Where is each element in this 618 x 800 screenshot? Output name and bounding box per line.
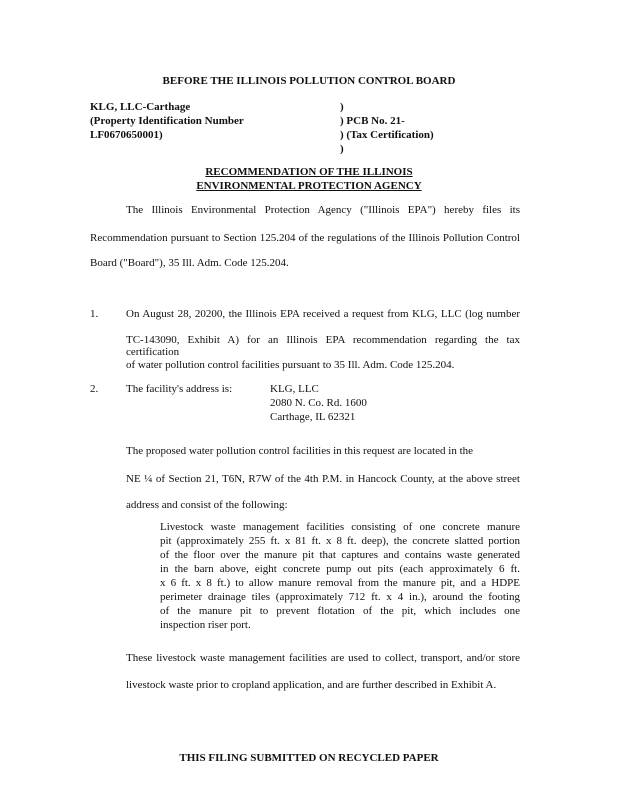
quote-line: pit (approximately 255 ft. x 81 ft. x 8 ft. deep), the concrete slatted portion	[160, 535, 520, 547]
intro-line: Board ("Board"), 35 Ill. Adm. Code 125.204.	[90, 257, 289, 269]
address-line: 2080 N. Co. Rd. 1600	[270, 397, 367, 409]
quote-line: in the barn above, eight concrete pump out pits (each approximately 6 ft.	[160, 563, 520, 575]
closing-line: livestock waste prior to cropland application, and are further described in Exhibit A.	[126, 679, 497, 691]
property-id-label: (Property Identification Number	[90, 115, 244, 127]
address-line: Carthage, IL 62321	[270, 411, 356, 423]
quote-line: Livestock waste management facilities consisting of one concrete manure	[160, 521, 520, 533]
intro-line: Recommendation pursuant to Section 125.204 of the regulations of the Illinois Pollution Control	[90, 232, 520, 244]
document-title-line2: ENVIRONMENTAL PROTECTION AGENCY	[196, 180, 422, 192]
caption-paren: )	[340, 101, 344, 113]
item1-line: TC-143090, Exhibit A) for an Illinois EPA recommendation regarding the tax certification	[126, 334, 520, 358]
location-line: address and consist of the following:	[126, 499, 288, 511]
address-line: KLG, LLC	[270, 383, 319, 395]
quote-line: perimeter drainage tiles (approximately 712 ft. x 4 in.), around the footing	[160, 591, 520, 603]
case-number: ) PCB No. 21-	[340, 115, 405, 127]
location-line: The proposed water pollution control facilities in this request are located in the	[126, 445, 474, 457]
property-id-number: LF0670650001)	[90, 129, 163, 141]
recycled-paper-notice: THIS FILING SUBMITTED ON RECYCLED PAPER	[179, 752, 439, 764]
quote-line: x 6 ft. x 8 ft.) to allow manure removal from the manure pit, and a HDPE	[160, 577, 520, 589]
address-label: The facility's address is:	[126, 383, 233, 395]
location-line: NE ¼ of Section 21, T6N, R7W of the 4th P.M. in Hancock County, at the above street	[126, 473, 520, 485]
item-number: 1.	[90, 308, 99, 320]
document-title-line1: RECOMMENDATION OF THE ILLINOIS	[205, 166, 413, 178]
quote-line: of the manure pit to prevent flotation of the pit, which includes one	[160, 605, 520, 617]
item1-line: of water pollution control facilities pursuant to 35 Ill. Adm. Code 125.204.	[126, 359, 455, 371]
quote-line: of the floor over the manure pit that captures and contains waste generated	[160, 549, 520, 561]
item1-line: On August 28, 20200, the Illinois EPA received a request from KLG, LLC (log number	[126, 308, 520, 320]
party-name: KLG, LLC-Carthage	[90, 101, 191, 113]
intro-line: The Illinois Environmental Protection Agency ("Illinois EPA") hereby files its	[126, 204, 520, 216]
board-title: BEFORE THE ILLINOIS POLLUTION CONTROL BOARD	[162, 75, 456, 87]
quote-line: inspection riser port.	[160, 619, 251, 631]
item-number: 2.	[90, 383, 99, 395]
closing-line: These livestock waste management facilities are used to collect, transport, and/or store	[126, 652, 520, 664]
tax-certification: ) (Tax Certification)	[340, 129, 434, 141]
caption-paren: )	[340, 143, 344, 155]
